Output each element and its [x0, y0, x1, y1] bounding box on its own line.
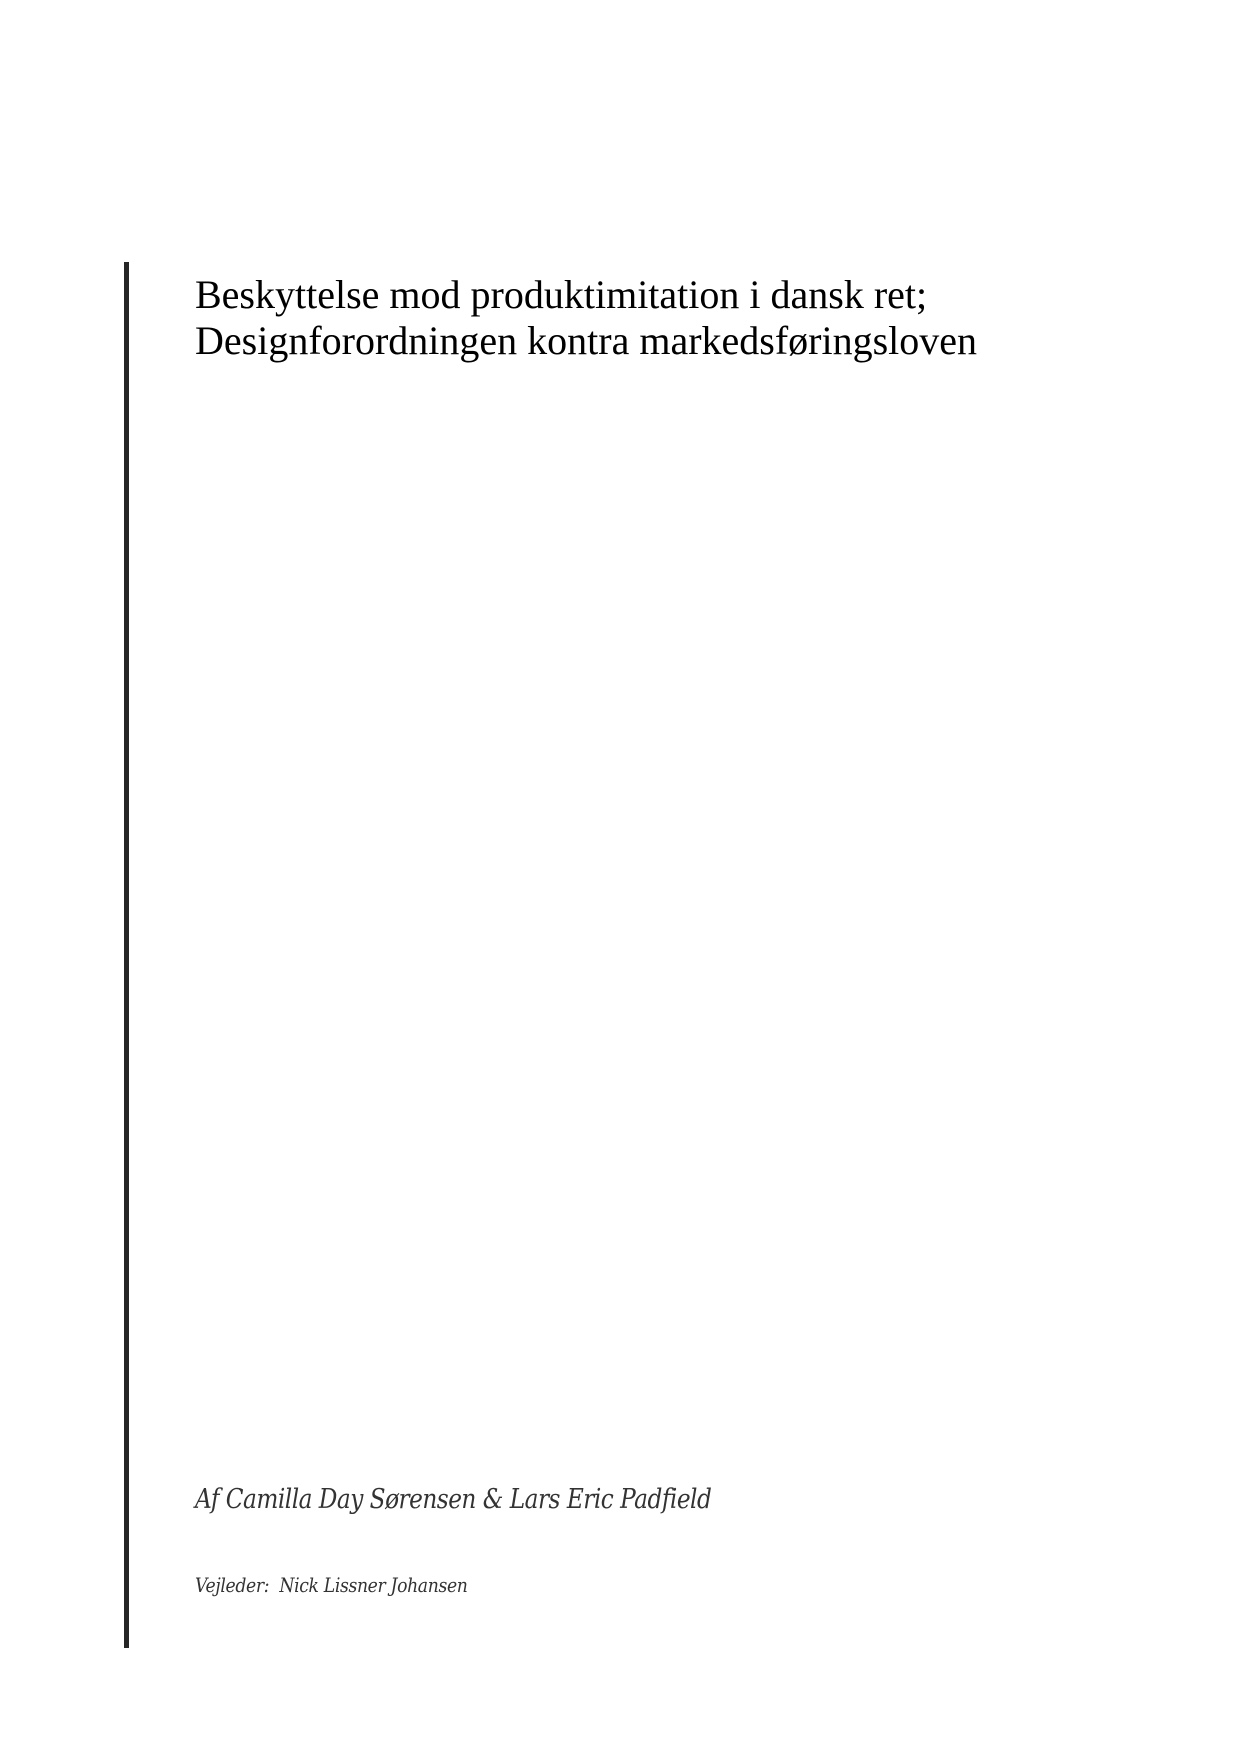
vertical-rule-decoration: [124, 262, 129, 1648]
authors-byline: Af Camilla Day Sørensen & Lars Eric Padfield: [195, 1484, 712, 1515]
document-title: [195, 272, 977, 364]
supervisor-line: Vejleder: Nick Lissner Johansen: [195, 1573, 468, 1597]
title-line-1: Beskyttelse mod produktimitation i dansk ret;: [195, 272, 928, 317]
title-line-2: Designforordningen kontra markedsføringsloven: [195, 318, 978, 363]
